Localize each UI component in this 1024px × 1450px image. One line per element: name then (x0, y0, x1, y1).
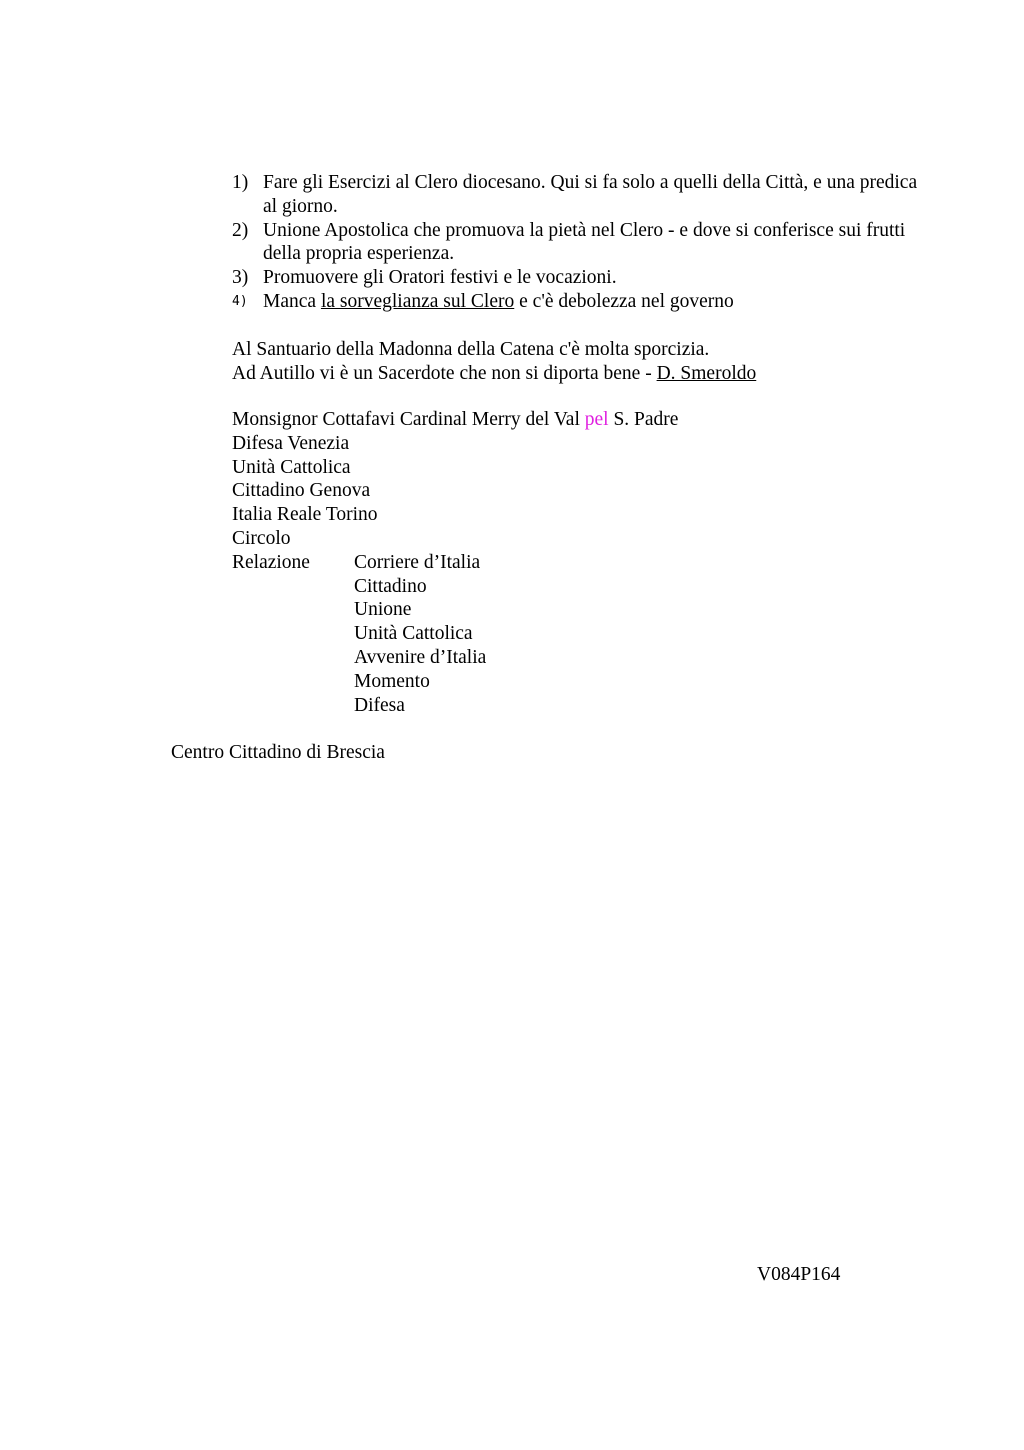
numbered-list (232, 171, 933, 314)
papers-block (232, 408, 678, 717)
relazione-row (232, 551, 678, 575)
centro-cittadino: Centro Cittadino di Brescia (171, 742, 385, 763)
paper-item: Circolo (232, 527, 291, 549)
santuario-note: Al Santuario della Madonna della Catena c'è molta sporcizia. (232, 339, 710, 360)
relazione-label: Relazione (232, 551, 310, 573)
relazione-item: Avvenire d’Italia (354, 646, 487, 668)
notes-block (232, 338, 756, 386)
list-number: 3) (232, 267, 249, 289)
relazione-item: Corriere d’Italia (354, 551, 481, 573)
paper-item: Unità Cattolica (232, 456, 351, 478)
autillo-name: D. Smeroldo (656, 362, 757, 384)
list-item (232, 266, 933, 290)
list-item (232, 219, 933, 267)
relazione-item: Unità Cattolica (354, 623, 473, 645)
list-text-pre: Manca (263, 290, 321, 312)
relazione-item: Difesa (354, 694, 405, 716)
paper-item: Italia Reale Torino (232, 504, 378, 526)
list-text: Fare gli Esercizi al Clero diocesano. Qui si fa solo a quelli della Città, e una predica al giorno. (263, 172, 918, 217)
list-item (232, 171, 933, 219)
monsignor-line (232, 408, 678, 432)
list-text: Promuovere gli Oratori festivi e le vocazioni. (263, 267, 617, 289)
list-number: 2) (232, 219, 249, 241)
paper-item: Cittadino Genova (232, 480, 371, 502)
monsignor-text: Monsignor Cottafavi Cardinal Merry del Val (232, 409, 585, 430)
autillo-text: Ad Autillo vi è un Sacerdote che non si diporta bene - (232, 362, 657, 384)
list-number: 1) (232, 172, 249, 193)
relazione-item: Momento (354, 670, 430, 692)
relazione-item: Cittadino (354, 575, 427, 597)
list-item (232, 290, 933, 314)
list-text-underlined: la sorveglianza sul Clero (320, 290, 515, 312)
list-text-post: e c'è debolezza nel governo (514, 290, 734, 312)
list-text: Unione Apostolica che promuova la pietà nel Clero - e dove si conferisce sui frutti della propria esperienza. (263, 219, 906, 265)
relazione-item: Unione (354, 599, 412, 621)
list-number: 4) (232, 293, 248, 309)
paper-item: Difesa Venezia (232, 432, 350, 454)
monsignor-tail: S. Padre (608, 409, 679, 430)
highlighted-word: pel (584, 409, 609, 430)
autillo-note (232, 362, 756, 386)
page-reference: V084P164 (757, 1264, 841, 1285)
